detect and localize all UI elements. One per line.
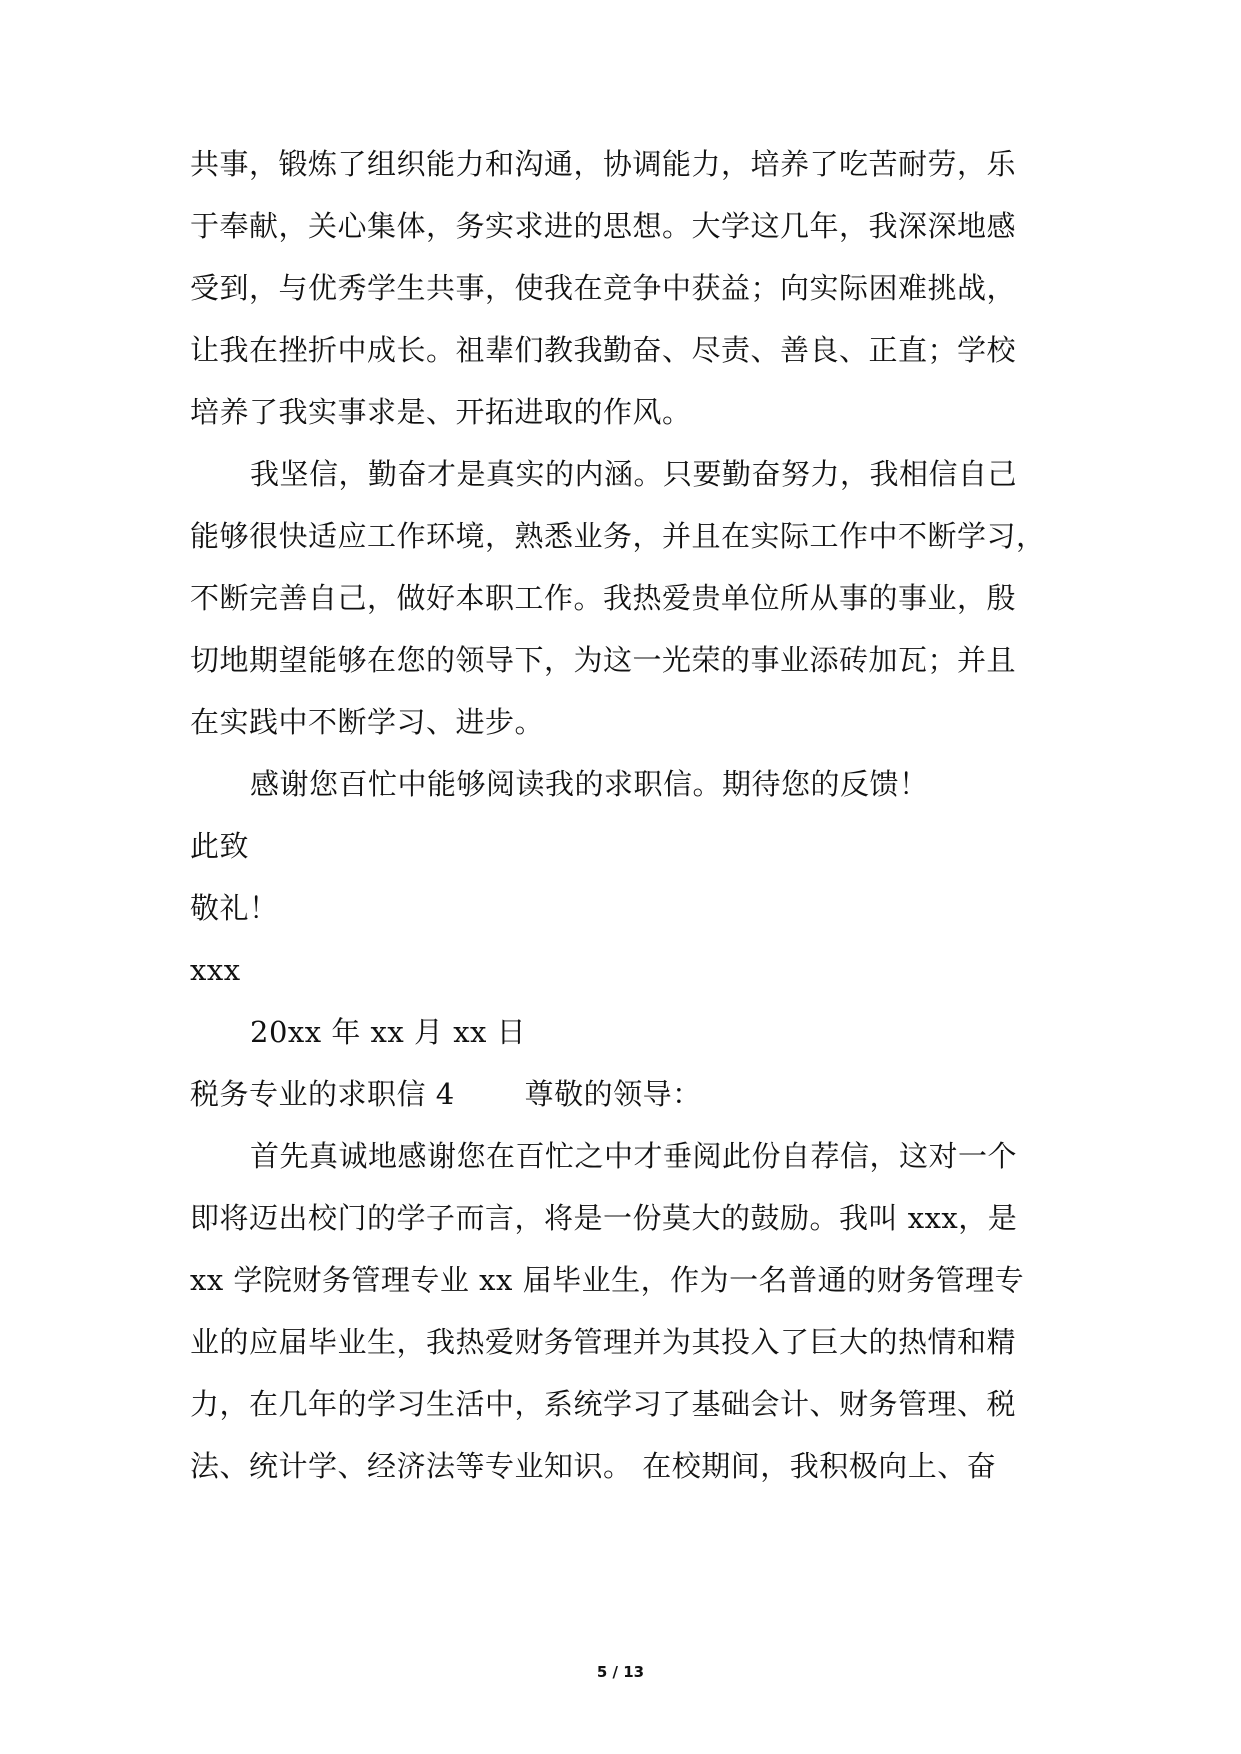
text-line: 法、统计学、经济法等专业知识。 在校期间，我积极向上、奋 (190, 1449, 997, 1483)
text-line: 不断完善自己，做好本职工作。我热爱贵单位所从事的事业，殷 (190, 581, 1017, 615)
text-line: 能够很快适应工作环境，熟悉业务，并且在实际工作中不断学习， (190, 519, 1046, 553)
text-line: xx 学院财务管理专业 xx 届毕业生，作为一名普通的财务管理专 (190, 1263, 1025, 1297)
closing-line: 敬礼！ (190, 891, 279, 925)
text-line: 培养了我实事求是、开拓进取的作风。 (190, 395, 692, 429)
text-line: 共事，锻炼了组织能力和沟通，协调能力，培养了吃苦耐劳，乐 (190, 147, 1017, 181)
text-line: 力，在几年的学习生活中，系统学习了基础会计、财务管理、税 (190, 1387, 1017, 1421)
signature-line: xxx (190, 953, 241, 987)
page-number: 5 / 13 (596, 1663, 645, 1681)
text-line: 切地期望能够在您的领导下，为这一光荣的事业添砖加瓦；并且 (190, 643, 1017, 677)
text-line: 即将迈出校门的学子而言，将是一份莫大的鼓励。我叫 xxx，是 (190, 1201, 1018, 1235)
text-line: 让我在挫折中成长。祖辈们教我勤奋、尽责、善良、正直；学校 (190, 333, 1017, 367)
section-title: 税务专业的求职信 4 (190, 1077, 455, 1111)
closing-line: 此致 (190, 829, 250, 863)
date-line: 20xx 年 xx 月 xx 日 (250, 1015, 527, 1049)
text-line: 感谢您百忙中能够阅读我的求职信。期待您的反馈！ (250, 767, 929, 801)
text-line: 于奉献，关心集体，务实求进的思想。大学这几年，我深深地感 (190, 209, 1017, 243)
section-heading-line (190, 1074, 702, 1114)
text-line: 我坚信，勤奋才是真实的内涵。只要勤奋努力，我相信自己 (250, 457, 1018, 491)
text-line: 受到，与优秀学生共事，使我在竞争中获益；向实际困难挑战， (190, 271, 1017, 305)
text-line: 首先真诚地感谢您在百忙之中才垂阅此份自荐信，这对一个 (250, 1139, 1018, 1173)
salutation: 尊敬的领导： (524, 1077, 702, 1111)
text-line: 在实践中不断学习、进步。 (190, 705, 545, 739)
text-line: 业的应届毕业生，我热爱财务管理并为其投入了巨大的热情和精 (190, 1325, 1017, 1359)
